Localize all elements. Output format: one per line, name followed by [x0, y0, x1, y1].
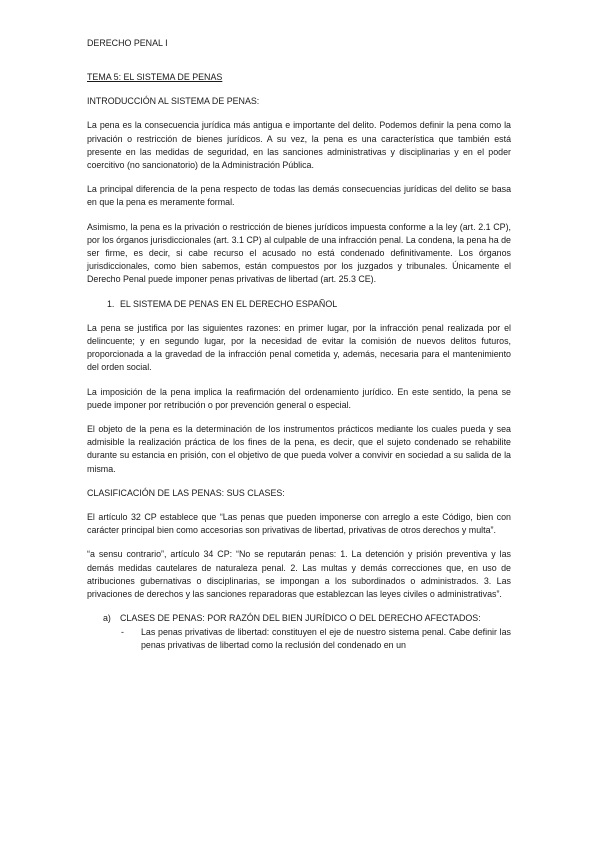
- paragraph-imposition: La imposición de la pena implica la reafirmación del ordenamiento jurídico. En este sentido, la pena se puede imponer por retribución o por prevención general o especial.: [87, 386, 511, 410]
- paragraph-justification: La pena se justifica por las siguientes razones: en primer lugar, por la infracción penal realizada por el delincuente; y en segundo lugar, por la necesidad de evitar la comisión de nuevos delitos futuros, proporcionada a la gravedad de la infracción penal cometida y, además, necesaria para el mantenimiento del orden social.: [87, 322, 511, 373]
- section-1-title: EL SISTEMA DE PENAS EN EL DERECHO ESPAÑOL: [120, 298, 338, 309]
- subsection-a-marker: a): [103, 613, 111, 624]
- paragraph-difference: La principal diferencia de la pena respecto de todas las demás consecuencias jurídicas del delito se basa en que la pena es meramente formal.: [87, 184, 511, 208]
- paragraph-definition: La pena es la consecuencia jurídica más antigua e importante del delito. Podemos definir la pena como la privación o restricción de bienes jurídicos. A su vez, la pena es una característica que también está presente en las medidas de seguridad, en las sanciones administrativas y disciplinarias y en el poder coercitivo (no sancionatorio) de la Administración Pública.: [87, 120, 511, 171]
- running-header: DERECHO PENAL I: [87, 38, 168, 48]
- list-item: [87, 626, 511, 652]
- document-body: [87, 71, 511, 652]
- paragraph-legal-basis: Asimismo, la pena es la privación o restricción de bienes jurídicos impuesta conforme a la ley (art. 2.1 CP), por los órganos jurisdiccionales (art. 3.1 CP) al culpable de una infracción penal. La condena, la pena ha de ser firme, es decir, si cabe recurso el acusado no está condenado definitivamente. Los órganos jurisdiccionales, como bien sabemos, están compuestos por los juzgados y tribunales. Únicamente el Derecho Penal puede imponer penas privativas de libertad (art. 25.3 CE).: [87, 221, 511, 285]
- list-item-text: Las penas privativas de libertad: constituyen el eje de nuestro sistema penal. Cabe definir las penas privativas de libertad como la reclusión del condenado en un: [141, 626, 511, 650]
- dash-marker: -: [121, 626, 124, 637]
- topic-title: TEMA 5: EL SISTEMA DE PENAS: [87, 72, 223, 82]
- intro-heading: INTRODUCCIÓN AL SISTEMA DE PENAS:: [87, 96, 260, 107]
- subsection-a-heading: [87, 612, 511, 625]
- paragraph-article-32: El artículo 32 CP establece que “Las penas que pueden imponerse con arreglo a este Código, bien con carácter principal bien como accesorias son privativas de libertad, privativas de otros derechos y multa”.: [87, 512, 511, 536]
- section-1-number: 1.: [107, 298, 115, 309]
- paragraph-article-34: “a sensu contrario”, artículo 34 CP: “No se reputarán penas: 1. La detención y prisión preventiva y las demás medidas cautelares de naturaleza penal. 2. Las multas y demás correcciones que, en uso de atribuciones gubernativas o disciplinarias, se impongan a los subordinados o administrados. 3. Las privaciones de derechos y las sanciones reparadoras que establezcan las leyes civiles o administrativas”.: [87, 549, 511, 600]
- subsection-a-title: CLASES DE PENAS: POR RAZÓN DEL BIEN JURÍDICO O DEL DERECHO AFECTADOS:: [120, 613, 481, 624]
- paragraph-object: El objeto de la pena es la determinación de los instrumentos prácticos mediante los cuales pueda y sea admisible la realización práctica de los fines de la pena, es decir, que el sujeto condenado se rehabilite durante su estancia en prisión, con el objetivo de que pueda volver a convivir en sociedad a su salida de la misma.: [87, 424, 511, 474]
- section-1-heading: [87, 298, 511, 311]
- classification-heading: CLASIFICACIÓN DE LAS PENAS: SUS CLASES:: [87, 487, 285, 498]
